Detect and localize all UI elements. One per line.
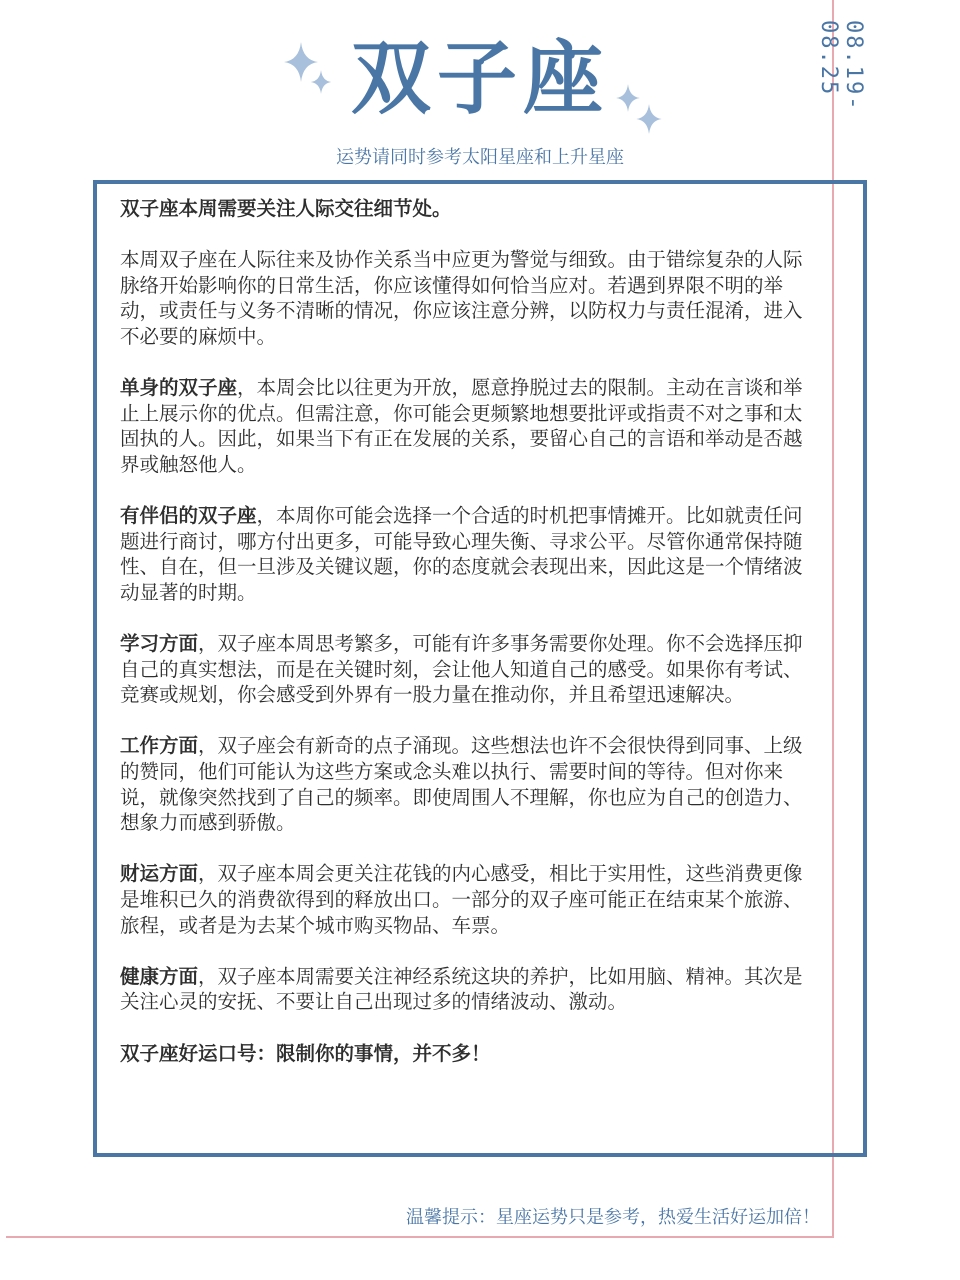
- intro-paragraph: 本周双子座在人际往来及协作关系当中应更为警觉与细致。由于错综复杂的人际脉络开始影响你的日常生活，你应该懂得如何恰当应对。若遇到界限不明的举动，或责任与义务不清晰的情况，你应该注意分辨，以防权力与责任混淆，进入不必要的麻烦中。: [120, 248, 803, 348]
- footer-tip: 温馨提示：星座运势只是参考，热爱生活好运加倍！: [406, 1207, 820, 1228]
- section-text: ，双子座会有新奇的点子涌现。这些想法也许不会很快得到同事、上级的赞同，他们可能认为这些方案或念头难以执行、需要时间的等待。但对你来说，就像突然找到了自己的频率。即使周围人不理解，你也应为自己的创造力、想象力而感到骄傲。: [120, 734, 803, 835]
- section-partnered: [120, 503, 820, 605]
- section-text: ，本周你可能会选择一个合适的时机把事情摊开。比如就责任问题进行商讨，哪方付出更多，可能导致心理失衡、寻求公平。尽管你通常保持随性、自在，但一旦涉及关键议题，你的态度就会表现出来，因此这是一个情绪波动显著的时期。: [120, 504, 803, 604]
- page-title: 双子座: [351, 32, 609, 125]
- section-text: ，双子座本周会更关注花钱的内心感受，相比于实用性，这些消费更像是堆积已久的消费欲得到的释放出口。一部分的双子座可能正在结束某个旅游、旅程，或者是为去某个城市购买物品、车票。: [120, 862, 803, 937]
- section-work: [120, 733, 820, 835]
- section-label: 学习方面: [120, 632, 199, 656]
- section-health: [120, 964, 820, 1015]
- date-range: 08.19-08.25: [816, 20, 866, 112]
- section-single: [120, 375, 820, 477]
- page-subtitle: 运势请同时参考太阳星座和上升星座: [336, 147, 624, 168]
- pink-horizontal-line: [6, 1236, 834, 1238]
- section-label: 健康方面: [120, 964, 199, 988]
- horoscope-content: [120, 196, 820, 1092]
- section-study: [120, 631, 820, 708]
- section-text: ，双子座本周思考繁多，可能有许多事务需要你处理。你不会选择压抑自己的真实想法，而是在关键时刻，会让他人知道自己的感受。如果你有考试、竞赛或规划，你会感受到外界有一股力量在推动你，并且希望迅速解决。: [120, 632, 803, 707]
- section-label: 单身的双子座: [120, 376, 238, 400]
- section-label: 财运方面: [120, 862, 199, 886]
- headline: 双子座本周需要关注人际交往细节处。: [120, 197, 452, 220]
- section-label: 有伴侣的双子座: [120, 504, 257, 528]
- section-wealth: [120, 861, 820, 938]
- section-text: ，本周会比以往更为开放，愿意挣脱过去的限制。主动在言谈和举止上展示你的优点。但需注意，你可能会更频繁地想要批评或指责不对之事和太固执的人。因此，如果当下有正在发展的关系，要留心自己的言语和举动是否越界或触怒他人。: [120, 376, 803, 476]
- lucky-slogan: 双子座好运口号：限制你的事情，并不多！: [120, 1041, 491, 1065]
- section-text: ，双子座本周需要关注神经系统这块的养护，比如用脑、精神。其次是关注心灵的安抚、不要让自己出现过多的情绪波动、激动。: [120, 964, 803, 1014]
- section-label: 工作方面: [120, 734, 199, 758]
